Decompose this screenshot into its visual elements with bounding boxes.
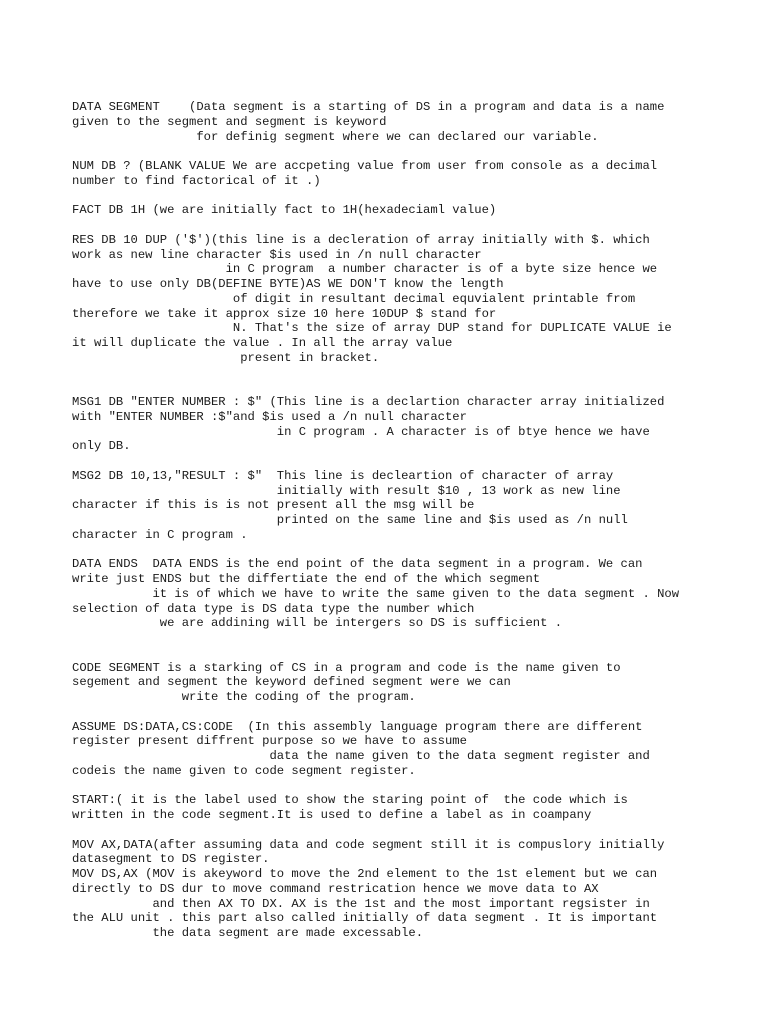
text-line: RES DB 10 DUP ('$')(this line is a decleration of array initially with $. which	[72, 232, 650, 247]
text-line: the ALU unit . this part also called initially of data segment . It is important	[72, 911, 658, 926]
text-line: character if this is is not present all the msg will be	[72, 498, 475, 513]
text-line: directly to DS dur to move command restrication hence we move data to AX	[72, 881, 599, 896]
text-line: codeis the name given to code segment register.	[72, 763, 416, 778]
text-line: write the coding of the program.	[72, 690, 416, 704]
text-line: have to use only DB(DEFINE BYTE)AS WE DON'T know the length	[72, 277, 504, 291]
text-line: START:( it is the label used to show the staring point of the code which is	[72, 793, 628, 808]
text-line: MOV AX,DATA(after assuming data and code segment still it is compuslory initially	[72, 837, 665, 852]
text-line: it is of which we have to write the same given to the data segment . Now	[72, 586, 680, 601]
text-line: selection of data type is DS data type the number which	[72, 601, 475, 616]
text-line: N. That's the size of array DUP stand for DUPLICATE VALUE ie	[72, 321, 672, 336]
text-line: data the name given to the data segment register and	[72, 749, 650, 763]
text-line: character in C program .	[72, 527, 248, 542]
text-line: we are addining will be intergers so DS is sufficient .	[72, 616, 563, 631]
text-line: of digit in resultant decimal equvialent printable from	[72, 291, 636, 306]
text-line: MSG1 DB "ENTER NUMBER : $" (This line is a declartion character array initialized	[72, 395, 665, 409]
text-line: written in the code segment.It is used to define a label as in coampany	[72, 808, 592, 822]
text-line: work as new line character $is used in /n null character	[72, 247, 482, 262]
text-line: write just ENDS but the differtiate the end of the which segment	[72, 572, 541, 586]
text-line: register present diffrent purpose so we have to assume	[72, 734, 467, 749]
text-line: segement and segment the keyword defined segment were we can	[72, 675, 511, 690]
text-line: in C program a number character is of a byte size hence we	[72, 262, 658, 277]
text-line: number to find factorical of it .)	[72, 173, 321, 188]
text-line: initially with result $10 , 13 work as new line	[72, 483, 621, 498]
text-line: therefore we take it approx size 10 here 10DUP $ stand for	[72, 306, 497, 321]
text-line: ASSUME DS:DATA,CS:CODE (In this assembly language program there are different	[72, 719, 643, 734]
text-line: MSG2 DB 10,13,"RESULT : $" This line is decleartion of character of array	[72, 468, 614, 483]
text-line: present in bracket.	[72, 350, 380, 365]
text-line: for definig segment where we can declared our variable.	[72, 129, 599, 144]
text-line: DATA SEGMENT (Data segment is a starting of DS in a program and data is a name	[72, 100, 665, 114]
text-line: CODE SEGMENT is a starking of CS in a program and code is the name given to	[72, 660, 621, 675]
text-line: given to the segment and segment is keyword	[72, 114, 387, 129]
text-line: and then AX TO DX. AX is the 1st and the most important regsister in	[72, 896, 650, 911]
text-line: FACT DB 1H (we are initially fact to 1H(hexadeciaml value)	[72, 203, 497, 218]
text-line: datasegment to DS register.	[72, 852, 270, 867]
text-line: with "ENTER NUMBER :$"and $is used a /n null character	[72, 409, 467, 424]
text-line: in C program . A character is of btye hence we have	[72, 424, 650, 439]
text-line: printed on the same line and $is used as /n null	[72, 513, 628, 527]
document-body-text	[72, 100, 679, 941]
text-line: it will duplicate the value . In all the array value	[72, 336, 453, 350]
text-line: MOV DS,AX (MOV is akeyword to move the 2nd element to the 1st element but we can	[72, 867, 658, 881]
text-line: the data segment are made excessable.	[72, 926, 424, 940]
text-line: only DB.	[72, 439, 131, 454]
text-line: DATA ENDS DATA ENDS is the end point of the data segment in a program. We can	[72, 557, 643, 572]
text-line: NUM DB ? (BLANK VALUE We are accpeting value from user from console as a decimal	[72, 159, 658, 173]
